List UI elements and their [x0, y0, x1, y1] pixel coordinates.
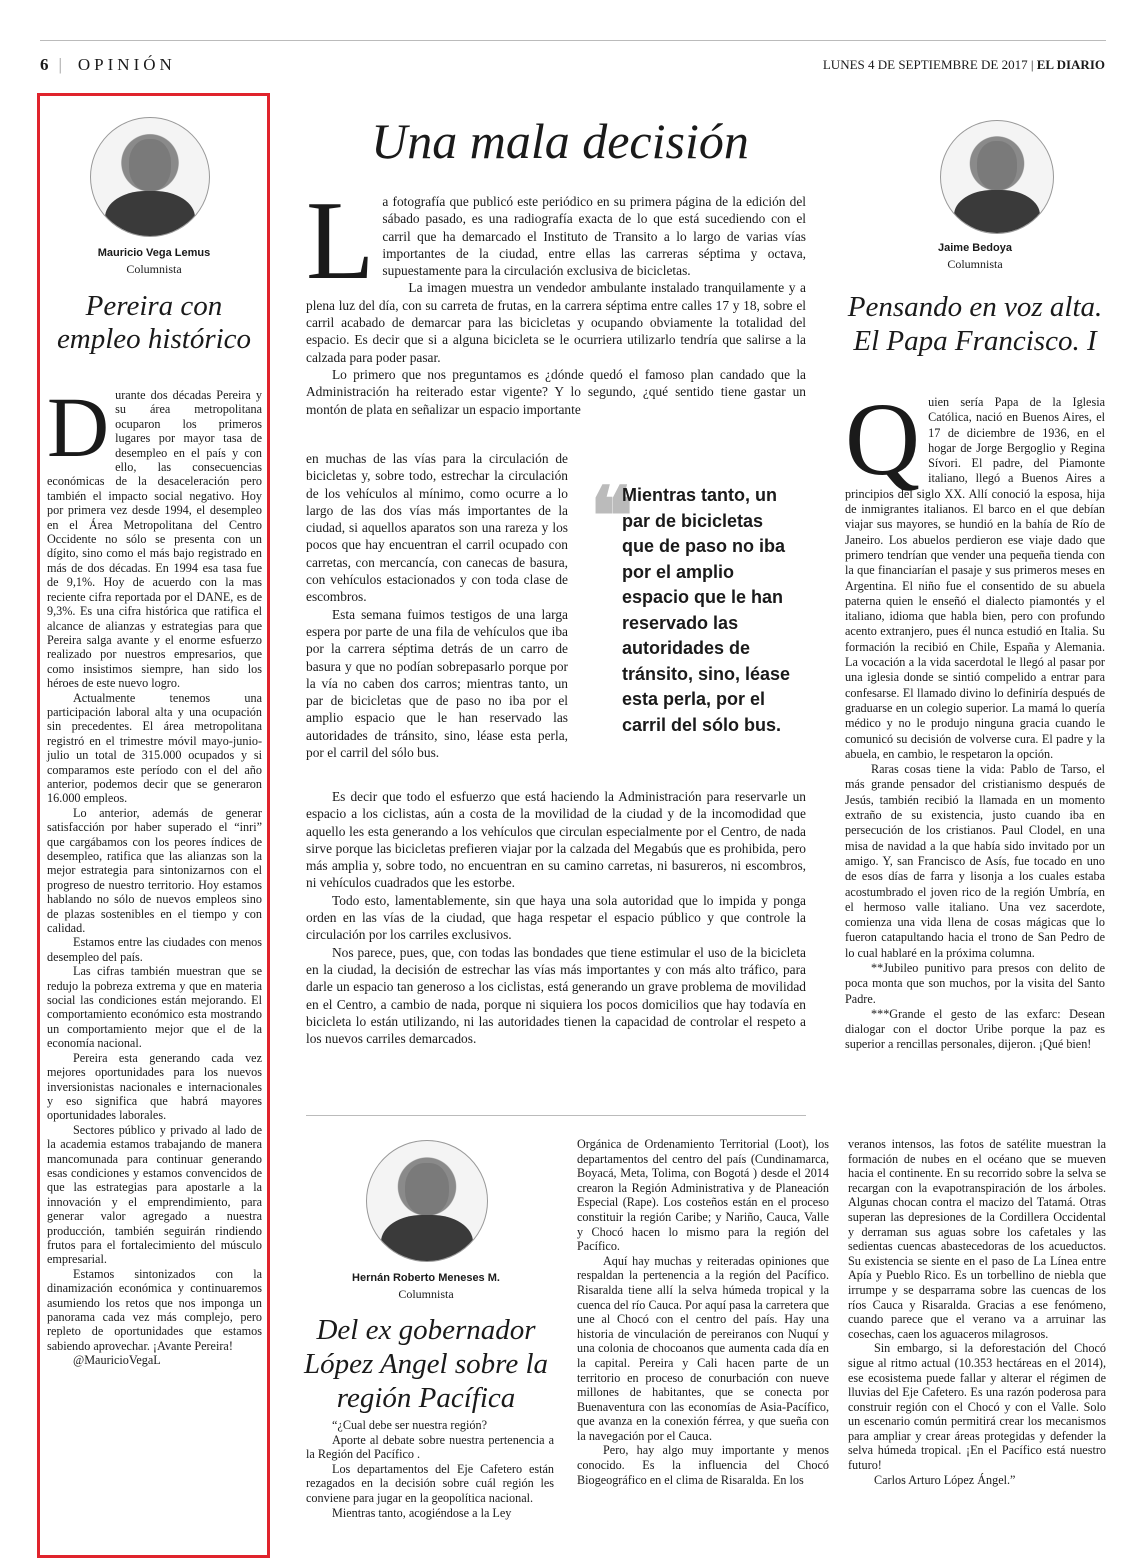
- paragraph: Las cifras también muestran que se redujo la pobreza extrema y que en materia social las condiciones están mejorando. El comportamiento económico esta mostrando un comportamiento mejor que el de la economía nacional.: [47, 964, 262, 1051]
- newspaper-name: EL DIARIO: [1036, 57, 1105, 72]
- bottom-article-title: Del ex gobernador López Angel sobre la región Pacífica: [303, 1314, 549, 1414]
- paragraph: Sin embargo, si la deforestación del Chocó sigue al ritmo actual (10.353 hectáreas en el 2014), ese ecosistema puede fallar y alterar el régimen de lluvias del Eje Cafetero. Es una razón poderosa para construir región con el Chocó y con el Valle. Solo un escenario común permitirá crear los mecanismos para ampliar y crear áreas protegidas y defender la selva húmeda tropical. ¡En el Pacífico está nuestro futuro!: [848, 1341, 1106, 1473]
- paragraph: ***Grande el gesto de las exfarc: Desean dialogar con el doctor Uribe porque la paz es superior a rencillas personales, dijeron. ¡Qué bien!: [845, 1006, 1105, 1052]
- paragraph: Aquí hay muchas y reiteradas opiniones que respaldan la pertenencia a la región del Pacífico. Risaralda tiene allí la selva húmeda tropical y la cuenca del río Cauca. Por aquí pasa la carretera que une al Chocó con el centro del país. Hay una historia de vinculación de pereiranos con Nuquí y una colonia de chocoanos que aumenta cada día en la capital. Pereira y Cali hacen parte de un territorio en proceso de conurbación con nueve millones de habitantes, que se conecta por Buenaventura con las economías de Asia-Pacífico, que avanza en la conexión férrea, y que sueña con la navegación por el Cauca.: [577, 1253, 829, 1443]
- drop-cap: D: [47, 379, 110, 475]
- paragraph: Sectores público y privado al lado de la academia estamos trabajando de manera mancomunada para continuar generando esas condiciones y estamos convencidos de que las estrategias para apostarle a la innovación y el emprendimiento, para generar valor agregado a nuestra producción, también seguirán rindiendo frutos para el fortalecimiento del músculo empresarial.: [47, 1122, 262, 1267]
- paragraph: Estamos sintonizados con la dinamización económica y continuaremos asumiendo los retos que nos imponga un panorama cada vez más complejo, pero repleto de oportunidades que estamos sabiendo aprovechar. ¡Avante Pereira!: [47, 1266, 262, 1353]
- paragraph: La fotografía que publicó este periódico en su primera página de la edición del sábado pasado, es una radiografía exacta de lo que está sucediendo con el carril que ha demarcado el Instituto de Transito a lo largo de varias vías importantes de la ciudad, entre ellas las carreras séptima y octava, supuestamente para la circulación exclusiva de bicicletas.: [306, 179, 806, 303]
- paragraph: **Jubileo punitivo para presos con delito de poca monta que son muchos, por la visita del Santo Padre.: [845, 960, 1105, 1006]
- paragraph: La imagen muestra un vendedor ambulante instalado tranquilamente y a plena luz del día, con su carreta de frutas, en la carrera séptima entre calles 17 y 18, sobre el carril acabado de demarcar para las bicicletas y ocupando obviamente la totalidad del espacio. Es decir que si a alguna bicicleta se le ocurriera utilizarlo tendría que salirse a la calzada para poder pasar.: [306, 280, 806, 365]
- bottom-col-2: [577, 1137, 829, 1487]
- bottom-col-3: [848, 1137, 1106, 1487]
- author-photo-left: [90, 117, 210, 237]
- column-body-right: [845, 382, 1105, 1053]
- paragraph: Todo esto, lamentablemente, sin que haya una sola autoridad que lo impida y ponga orden en las vías de la ciudad, que haga respetar el espacio público y que controle la circulación por los carriles exclusivos.: [306, 892, 806, 943]
- author-photo-right: [940, 120, 1054, 234]
- author-role-bottom: Columnista: [398, 1287, 454, 1301]
- top-rule: [40, 40, 1106, 41]
- author-photo-bottom: [366, 1140, 488, 1262]
- pull-quote: Mientras tanto, un par de bicicletas que de paso no iba por el amplio espacio que le han reservado las autoridades de tránsito, sino, léase esta perla, por el carril del sólo bus.: [622, 485, 791, 735]
- author-role-left: Columnista: [126, 262, 182, 276]
- paragraph: Los departamentos del Eje Cafetero están rezagados en la decisión sobre cuál región les conviene para jugar en la geopolítica nacional.: [306, 1461, 554, 1505]
- quote-mark-icon: ❝: [590, 474, 634, 562]
- paragraph: “¿Cual debe ser nuestra región?: [332, 1418, 487, 1432]
- page-header-left: 6 | OPINIÓN: [40, 55, 176, 74]
- paragraph: Es decir que todo el esfuerzo que está haciendo la Administración para reservarle un espacio a los ciclistas, aún a costa de la movilidad de la ciudad y de la incomodidad que aquello les esta generando a los vehículos que circulan especialmente por el Centro, de nada sirve porque las bicicletas prefieren viajar por la calzada del Megabús que es prohibida, pero más amplia y, sobre todo, no encuentran en su camino carretas, ni basureros, ni escombros, ni vehículos cuadrados que les estorbe.: [306, 789, 806, 891]
- author-name-left: Mauricio Vega Lemus: [97, 247, 211, 259]
- paragraph: veranos intensos, las fotos de satélite muestran la formación de nubes en el océano que se mueven hacia el continente. En su recorrido sobre la selva se recargan con la evapotranspiración de los árboles. Algunas chocan contra el macizo del Tatamá. Otras superan las depresiones de la Cordillera Occidental y derraman sus aguas sobre los cafetales y las sedientas cuencas abastecedoras de los acueductos. Su existencia se siente en el paso de La Línea entre Apía y Pueblo Rico. Es un torbellino de niebla que irrumpe y se desparrama sobre las cuencas de los ríos Cauca y Risaralda. Gracias a ese fenómeno, cuando parece que el verano va a arruinar las cosechas, caen los aguaceros milagrosos.: [848, 1137, 1106, 1341]
- author-name-right: Jaime Bedoya: [938, 242, 1012, 254]
- editorial-title: Una mala decisión: [371, 113, 749, 169]
- column-title-left: Pereira con empleo histórico: [56, 290, 252, 355]
- column-title-right: Pensando en voz alta. El Papa Francisco. I: [847, 291, 1103, 357]
- paragraph: Pereira esta generando cada vez mejores oportunidades para los nuevos inversionistas nacionales e internacionales y eso significa que habrá mayores oportunidades laborales.: [47, 1050, 262, 1123]
- section-name: OPINIÓN: [77, 55, 176, 74]
- paragraph: Nos parece, pues, que, con todas las bondades que tiene estimular el uso de la bicicleta en la ciudad, la decisión de estrechar las vías más importantes y con más alto tráfico, para darle un espacio tan generoso a los ciclistas, está generando un grave problema de movilidad en el Centro, a cambio de nada, porque ni siquiera los pocos domicilios que hay todavía en bicicleta lo están utilizando, ni las autoridades tienen la capacidad de controlar el respeto a los nuevos carriles demarcados.: [306, 944, 806, 1047]
- paragraph: Raras cosas tiene la vida: Pablo de Tarso, el más grande pensador del cristianismo después de Jesús, también recibió la llamada en un momento extraño de su existencia, justo cuando iba en persecución de los cristianos. Paul Clodel, en una misa de navidad a la que había sido invitado por un amigo. Y, san Francisco de Asís, fue tocado en uno de esos días de farra y lisonja a los cuales estaba acostumbrado el joven rico de la región Umbría, en el hermoso valle italiano. Una vez sacerdote, comienza una vida llena de cosas mágicas que lo fueron catapultando hacia el trono de San Pedro de lo cual hablaré en la próxima columna.: [845, 762, 1105, 960]
- paragraph: Durante dos décadas Pereira y su área metropolitana ocuparon los primeros lugares por mayor tasa de desempleo en el país y con ello, las consecuencias económicas de la desaceleración pero también el impacto social negativo. Hoy por primera vez desde 1994, el desempleo en el Área Metropolitana del Centro Occidente no sólo se presenta con un dígito, sino como el más bajo registrado en más de dos décadas. En 1994 esa tasa fue de 9,1%. Hoy de acuerdo con la mas reciente cifra reportada por el DANE, es de 9,3%. Es una cifra histórica que ratifica el alcance de alianzas y estrategias para que Pereira salga avante y el enorme esfuerzo realizado por nuestros empresarios, que como insistimos siempre, han sido los héroes de este nuevo logro.: [47, 379, 262, 691]
- editorial-narrow: [306, 450, 568, 761]
- paragraph: Pero, hay algo muy importante y menos conocido. Es la influencia del Chocó Biogeográfico en el clima de Risaralda. En los: [577, 1443, 829, 1487]
- column-body-left: [47, 379, 262, 1368]
- paragraph: Aporte al debate sobre nuestra pertenencia a la Región del Pacífico .: [306, 1432, 554, 1462]
- paragraph: Lo primero que nos preguntamos es ¿dónde quedó el famoso plan candado que la Administración ha reiterado estar vigente? Y lo segundo, ¿qué sentido tiene gastar un montón de plata en señalizar un espacio importante: [306, 366, 806, 417]
- drop-cap: L: [306, 179, 375, 303]
- issue-date: LUNES 4 DE SEPTIEMBRE DE 2017: [822, 57, 1028, 72]
- paragraph: Mientras tanto, acogiéndose a la Ley: [332, 1505, 512, 1520]
- page-header-right: LUNES 4 DE SEPTIEMBRE DE 2017 | EL DIARIO: [822, 57, 1105, 72]
- editorial-bottom: [306, 788, 806, 1047]
- editorial-top: [306, 179, 806, 418]
- paragraph: Orgánica de Ordenamiento Territorial (Loot), los departamentos del centro del país (Cundinamarca, Boyacá, Meta, Tolima, con Bogotá ) desde el 2014 crearon la Región Administrativa y de Planeación Especial (Rape). Los costeños están en el proceso constituir la región Caribe; y Nariño, Cauca, Valle y Chocó hacen lo mismo para la región del Pacífico.: [577, 1137, 829, 1254]
- paragraph: Lo anterior, además de generar satisfacción por haber superado el “inri” que cargábamos con los peores índices de desempleo, ratifica que las alianzas son la mejor estrategia para sintonizarnos con el progreso de nuestro territorio. Hoy estamos hablando no sólo de nuevos empleos sino de plazas sostenibles en el tiempo y con calidad.: [47, 805, 262, 936]
- signature: Carlos Arturo López Ángel.”: [874, 1472, 1016, 1487]
- paragraph: Actualmente tenemos una participación laboral alta y una ocupación sin precedentes. El área metropolitana registró en el trimestre móvil mayo-junio-julio un total de 315.000 ocupados y si comparamos este período con el del año anterior, podemos decir que se generaron 16.000 empleos.: [47, 690, 262, 806]
- twitter-handle: @MauricioVegaL: [73, 1353, 161, 1368]
- paragraph: en muchas de las vías para la circulación de bicicletas y, sobre todo, estrechar la circulación de los vehículos al mínimo, como ocurre a lo largo de las dos vías más importantes de la ciudad, si aquellos aparatos son una rareza y los pocos que hay encuentran el carril ocupado con carretas, con mercancía, con canecas de basura, con vehículos estacionados y con toda clase de escombros.: [306, 451, 568, 605]
- author-name-bottom: Hernán Roberto Meneses M.: [352, 1272, 500, 1284]
- page-number: 6: [40, 55, 49, 74]
- author-role-right: Columnista: [947, 257, 1003, 271]
- drop-cap: Q: [845, 382, 921, 497]
- paragraph: Quien sería Papa de la Iglesia Católica, nació en Buenos Aires, el 17 de diciembre de 1936, en el hogar de Jorge Bergoglio y Regina Sívori. El padre, del Piamonte italiano, llegó a Buenos Aires a principios del siglo XX. Allí conoció la esposa, hija de inmigrantes italianos. El barco en el que debían viajar sus mayores, se hundió en la bahía de Río de Janeiro. Los abuelos perdieron ese viaje dado que primero tendrían que vender una pequeña tienda con la que financiarían el pasaje y sus primeros meses en Argentina. El niño fue el consentido de su abuela paterna quien le enseñó el dialecto piamontés y el italiano, idioma que habla bien, pero con profundo acento extranjero, pues él nunca estudió en Italia. Su formación la recibió en Chile, España y Alemania. La vocación a la vida sacerdotal le llegó al pasar por una iglesia donde se sintió compelido a entrar para confesarse. El llamado divino lo definiría después de graduarse en un colegio superior. La mamá lo quería médico y no le produjo ninguna gracia cuando le comunicó su decisión de volverse cura. El padre y la abuela, en cambio, le respetaron la opción.: [845, 382, 1105, 761]
- paragraph: Esta semana fuimos testigos de una larga espera por parte de una fila de vehículos que iba por la carrera séptima detrás de un carro de basura y que no podían sobrepasarlo porque por la vía no caben dos carros; mientras tanto, un par de bicicletas que de paso no iba por el amplio espacio que le han reservado las autoridades de tránsito, sino, léase esta perla, por el carril del sólo bus.: [306, 606, 568, 761]
- section-divider: [306, 1115, 806, 1116]
- paragraph: Estamos entre las ciudades con menos desempleo del país.: [47, 935, 262, 964]
- bottom-col-1: [306, 1418, 554, 1520]
